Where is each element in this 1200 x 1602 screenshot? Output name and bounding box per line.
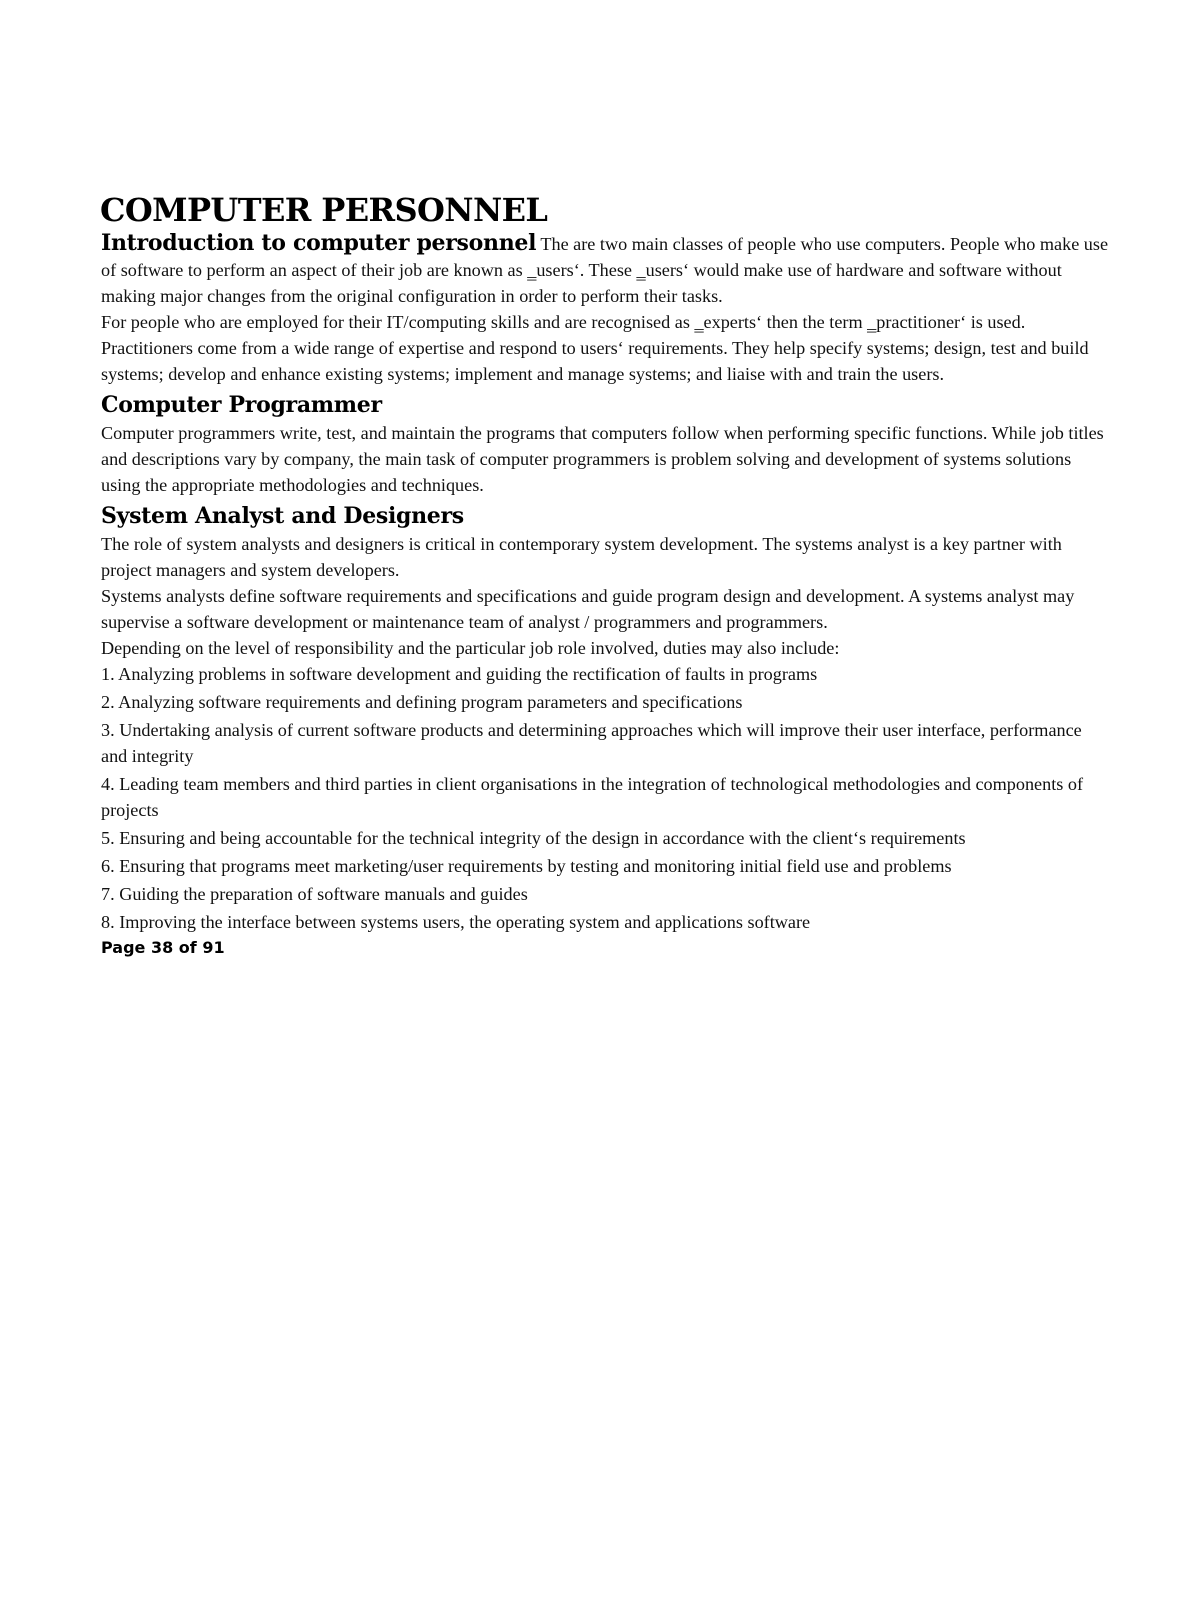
intro-text: The are two main classes of people who use computers. People who make use of software to perform an aspect of their job are known as ‗users‘. These ‗users‘ would make use of hardware and software without making major changes from the original configuration in order to perform their tasks. bbox=[101, 234, 1109, 306]
intro-heading: Introduction to computer personnel bbox=[101, 230, 537, 256]
programmer-heading: Computer Programmer bbox=[101, 392, 382, 418]
duty-item: 8. Improving the interface between systems users, the operating system and applications software bbox=[101, 912, 811, 932]
programmer-paragraph: Computer programmers write, test, and maintain the programs that computers follow when performing specific functions. While job titles and descriptions vary by company, the main task of computer programmers is problem solving and development of systems solutions using the appropriate methodologies and techniques. bbox=[101, 423, 1104, 495]
duties-list bbox=[101, 661, 1111, 935]
duty-item: 2. Analyzing software requirements and defining program parameters and specifications bbox=[101, 692, 743, 712]
duty-item: 7. Guiding the preparation of software manuals and guides bbox=[101, 884, 528, 904]
duty-item: 6. Ensuring that programs meet marketing/user requirements by testing and monitoring initial field use and problems bbox=[101, 856, 952, 876]
analyst-heading: System Analyst and Designers bbox=[101, 503, 464, 529]
intro-paragraph bbox=[101, 230, 1111, 309]
analyst-paragraph-define: Systems analysts define software requirements and specifications and guide program design and development. A systems analyst may supervise a software development or maintenance team of analyst / programmers and programmers. bbox=[101, 586, 1075, 632]
practitioner-paragraph: For people who are employed for their IT/computing skills and are recognised as ‗experts‘ then the term ‗practitioner‘ is used. Practitioners come from a wide range of expertise and respond to users‘ requirements. They help specify systems; design, test and build systems; develop and enhance existing systems; implement and manage systems; and liaise with and train the users. bbox=[101, 312, 1089, 384]
duty-item: 5. Ensuring and being accountable for the technical integrity of the design in accordance with the client‘s requirements bbox=[101, 828, 966, 848]
duty-item: 1. Analyzing problems in software development and guiding the rectification of faults in programs bbox=[101, 664, 818, 684]
analyst-paragraph-duties-intro: Depending on the level of responsibility and the particular job role involved, duties may also include: bbox=[101, 638, 840, 658]
analyst-paragraph-role: The role of system analysts and designers is critical in contemporary system development. The systems analyst is a key partner with project managers and system developers. bbox=[101, 534, 1062, 580]
page-number: Page 38 of 91 bbox=[101, 938, 225, 957]
duty-item: 3. Undertaking analysis of current software products and determining approaches which will improve their user interface, performance and integrity bbox=[101, 720, 1082, 766]
duty-item: 4. Leading team members and third parties in client organisations in the integration of technological methodologies and components of projects bbox=[101, 774, 1084, 820]
page-content bbox=[101, 190, 1111, 959]
document-title: COMPUTER PERSONNEL bbox=[100, 191, 548, 229]
